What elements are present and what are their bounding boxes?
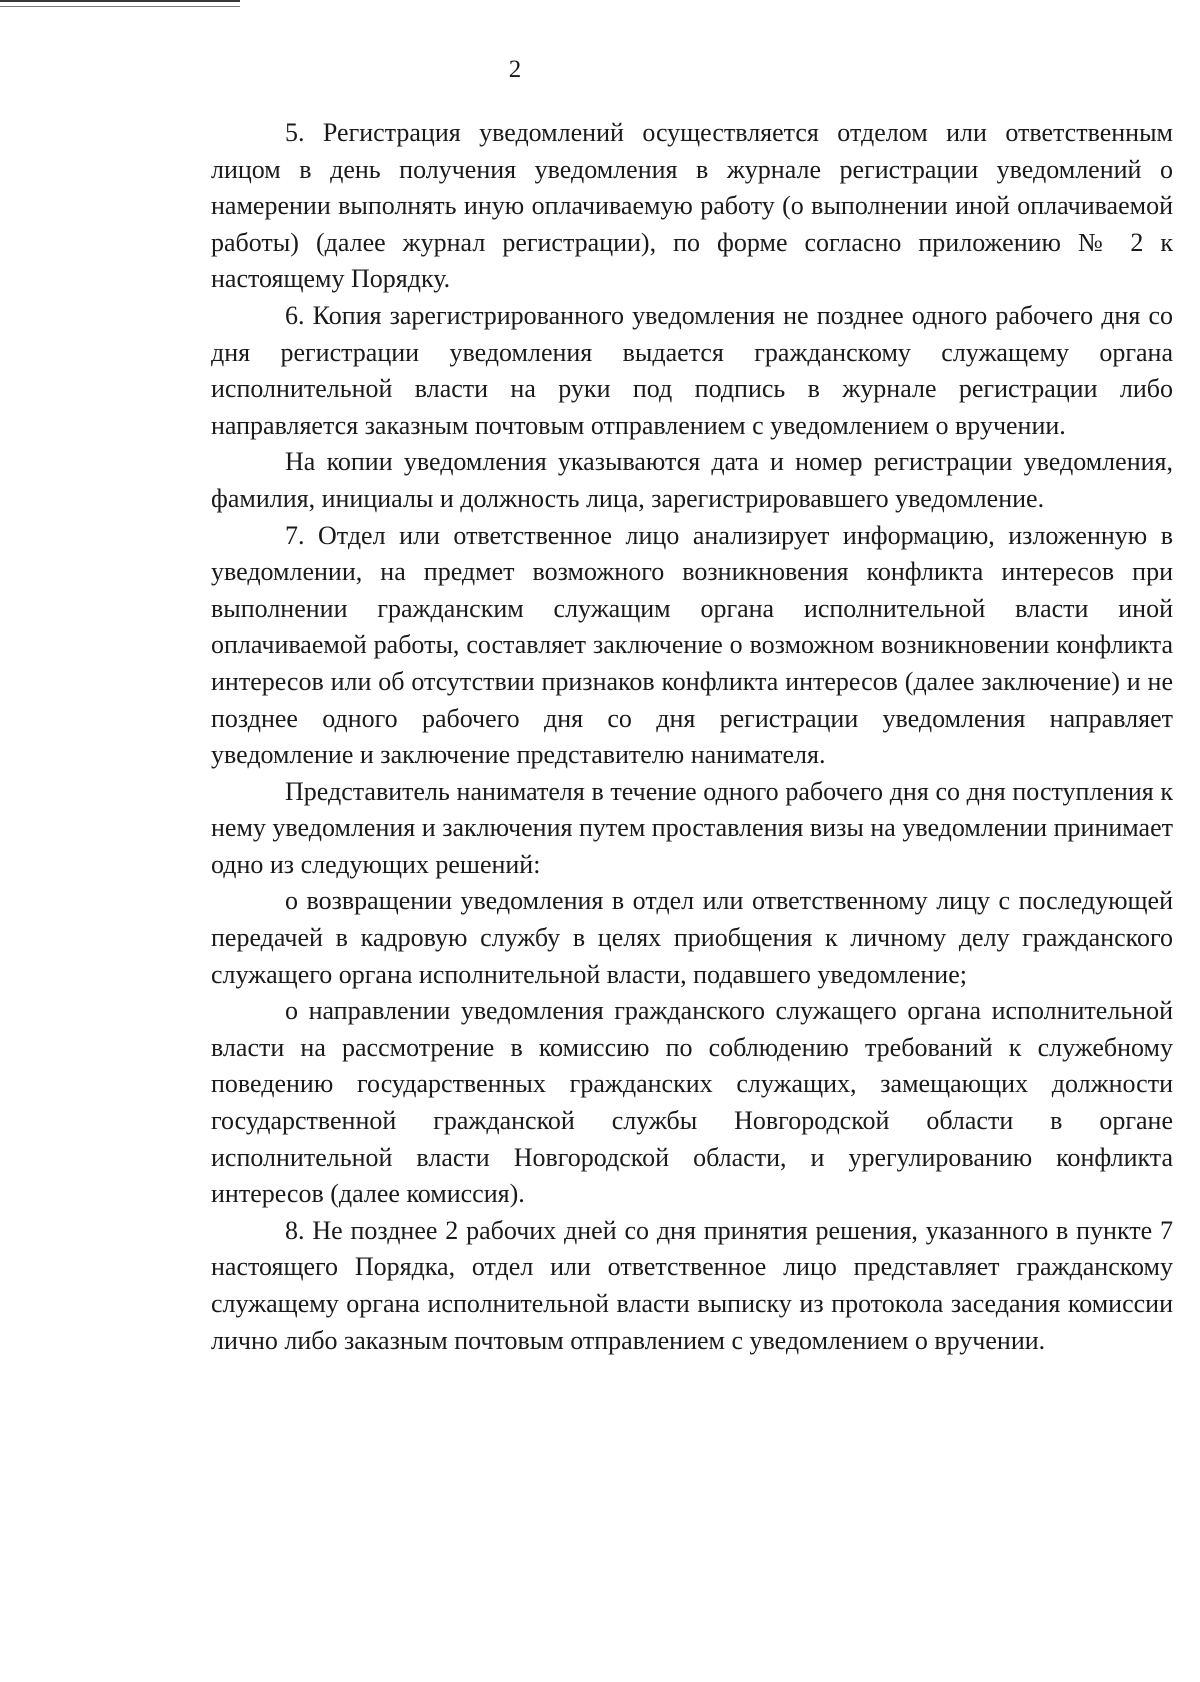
paragraph-7: 7. Отдел или ответственное лицо анализирует информацию, изложенную в уведомлении, на предмет возможного возникновения конфликта интересов при выполнении гражданским служащим органа исполнительной власти иной оплачиваемой работы, составляет заключение о возможном возникновении конфликта интересов или об отсутствии признаков конфликта интересов (далее заключение) и не позднее одного рабочего дня со дня регистрации уведомления направляет уведомление и заключение представителю нанимателя. [211, 520, 1173, 770]
paragraph-7-employer-decision: Представитель нанимателя в течение одного рабочего дня со дня поступления к нему уведомления и заключения путем проставления визы на уведомлении принимает одно из следующих решений: [211, 776, 1173, 879]
paragraph-5: 5. Регистрация уведомлений осуществляется отделом или ответственным лицом в день получения уведомления в журнале регистрации уведомлений о намерении выполнять иную оплачиваемую работу (о выполнении иной оплачиваемой работы) (далее журнал регистрации), по форме согласно приложению № 2 к настоящему Порядку. [211, 118, 1173, 294]
decision-option-return: о возвращении уведомления в отдел или ответственному лицу с последующей передачей в кадровую службу в целях приобщения к личному делу гражданского служащего органа исполнительной власти, подавшего уведомление; [211, 886, 1173, 989]
paragraph-6: 6. Копия зарегистрированного уведомления не позднее одного рабочего дня со дня регистрации уведомления выдается гражданскому служащему органа исполнительной власти на руки под подпись в журнале регистрации либо направляется заказным почтовым отправлением с уведомлением о вручении. [211, 300, 1173, 440]
decision-option-commission: о направлении уведомления гражданского служащего органа исполнительной власти на рассмотрение в комиссию по соблюдению требований к служебному поведению государственных гражданских служащих, замещающих должности государственной гражданской службы Новгородской области в органе исполнительной власти Новгородской области, и урегулированию конфликта интересов (далее комиссия). [211, 996, 1173, 1209]
page-number: 2 [508, 56, 522, 83]
scan-edge-mark [0, 0, 240, 7]
document-body [211, 115, 1173, 1359]
paragraph-6-copy-details: На копии уведомления указываются дата и номер регистрации уведомления, фамилия, инициалы и должность лица, зарегистрировавшего уведомление. [211, 447, 1173, 513]
paragraph-8: 8. Не позднее 2 рабочих дней со дня принятия решения, указанного в пункте 7 настоящего Порядка, отдел или ответственное лицо представляет гражданскому служащему органа исполнительной власти выписку из протокола заседания комиссии лично либо заказным почтовым отправлением с уведомлением о вручении. [211, 1215, 1173, 1355]
